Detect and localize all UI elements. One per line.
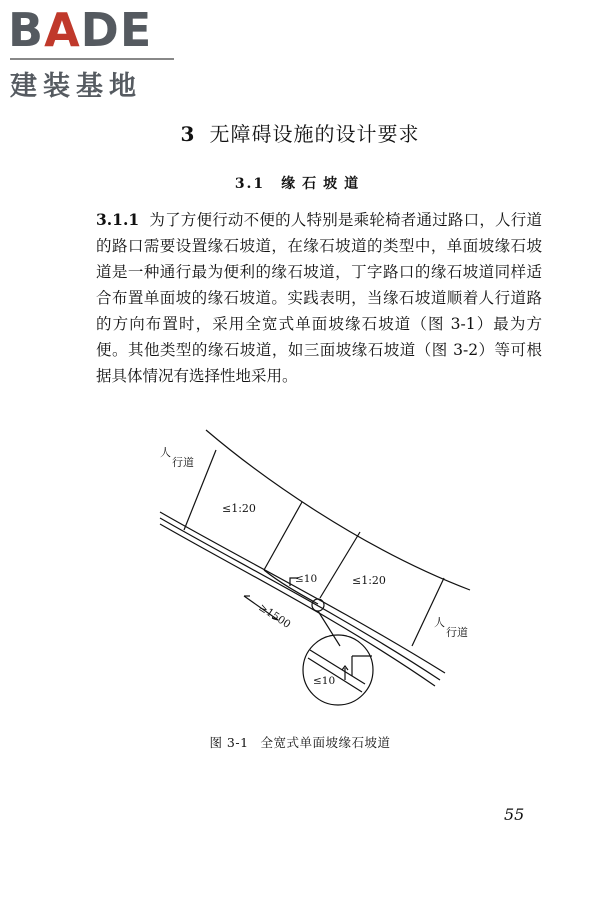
detail-callout-circle — [303, 635, 373, 705]
sidewalk-label-bottom: 人 — [434, 616, 445, 629]
clause-number: 3.1.1 — [96, 210, 140, 229]
slope-label-right: ≤1:20 — [352, 574, 386, 587]
curb-line-middle — [160, 518, 440, 680]
ramp-divider-line — [412, 578, 444, 646]
chapter-title-text: 无障碍设施的设计要求 — [209, 122, 420, 146]
curb-line-inner — [160, 524, 435, 686]
section-title — [0, 173, 600, 193]
ramp-divider-line — [320, 532, 360, 598]
clause-text: 为了方便行动不便的人特别是乘轮椅者通过路口，人行道的路口需要设置缘石坡道，在缘石坡道的类型中，单面坡缘石坡道是一种通行最为便利的缘石坡道，丁字路口的缘石坡道同样适合布置单面坡的缘石坡道。实践表明，当缘石坡道顺着人行道路的方向布置时，采用全宽式单面坡缘石坡道（图 3-1）最为方便。其他类型的缘石坡道，如三面坡缘石坡道（图 3-2）等可根据具体情况有选择性地采用。 — [96, 211, 542, 385]
section-title-text: 缘石坡道 — [281, 176, 366, 192]
figure-labels — [160, 446, 468, 687]
sidewalk-label-bottom: 行道 — [446, 626, 468, 639]
chapter-number: 3 — [180, 122, 196, 146]
chapter-title — [0, 118, 600, 147]
ramp-length-label: ≥1500 — [256, 601, 293, 631]
ramp-divider-line — [264, 502, 302, 570]
curb-ramp-figure — [140, 418, 480, 710]
brand-wordmark-part: DE — [80, 3, 153, 57]
brand-wordmark-part: B — [8, 3, 45, 57]
curb-ramp-diagram — [140, 418, 480, 710]
figure-caption-number: 图 3-1 — [209, 735, 249, 750]
detail-height-label: ≤10 — [313, 675, 336, 687]
logo-divider — [10, 58, 174, 60]
curb-line-outer — [160, 512, 445, 673]
slope-label-left: ≤1:20 — [222, 502, 256, 515]
brand-logo — [8, 4, 180, 104]
brand-wordmark-accent: A — [44, 3, 81, 57]
page-number: 55 — [504, 805, 525, 824]
sidewalk-label-top: 人 — [160, 446, 171, 459]
detail-marker-circle — [312, 599, 324, 611]
section-number: 3.1 — [234, 176, 266, 192]
curb-height-label: ≤10 — [295, 573, 318, 585]
figure-caption-text: 全宽式单面坡缘石坡道 — [260, 735, 391, 750]
brand-subtitle: 建装基地 — [10, 71, 142, 102]
clause-paragraph — [96, 207, 542, 389]
sidewalk-label-top: 行道 — [172, 456, 194, 469]
figure-caption — [0, 733, 600, 751]
brand-wordmark — [8, 4, 178, 56]
